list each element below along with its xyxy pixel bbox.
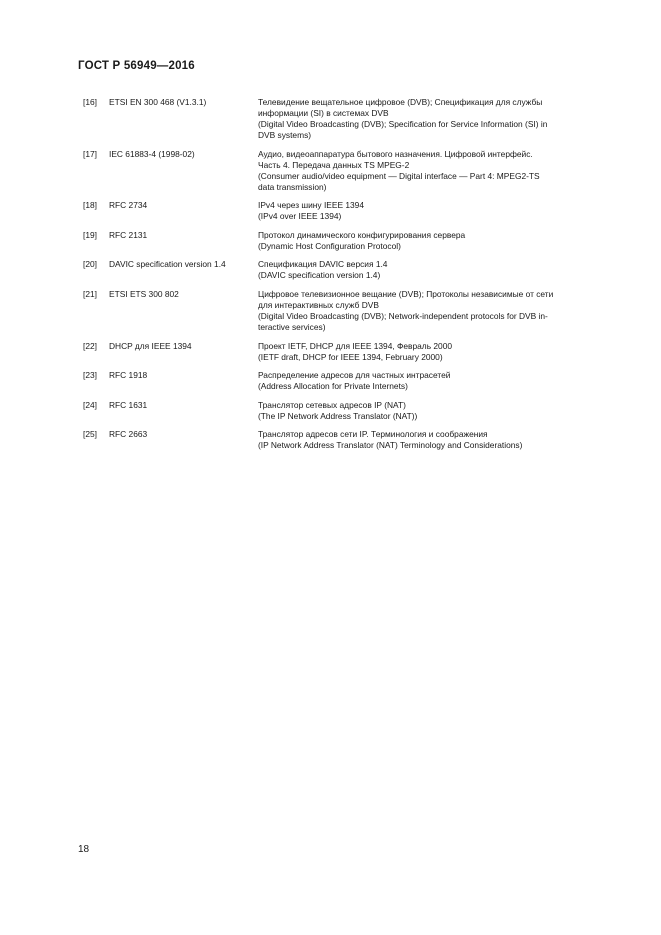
description-line: Распределение адресов для частных интрасетей	[258, 370, 451, 381]
description-line: (Address Allocation for Private Internets)	[258, 381, 408, 392]
description-line: Проект IETF, DHCP для IEEE 1394, Февраль 2000	[258, 340, 453, 351]
reference-item	[83, 230, 613, 252]
description-line: Транслятор адресов сети IP. Терминология и соображения	[258, 429, 488, 440]
description-line: (IETF draft, DHCP for IEEE 1394, February 2000)	[258, 351, 443, 362]
description-line: информации (SI) в системах DVB	[258, 108, 389, 118]
reference-item	[83, 259, 613, 281]
description-line: teractive services)	[258, 321, 326, 332]
description-line: Цифровое телевизионное вещание (DVB); Протоколы независимые от сети	[258, 288, 554, 299]
reference-item	[83, 149, 613, 193]
reference-code: DAVIC specification version 1.4	[109, 259, 226, 270]
description-line: DVB systems)	[258, 130, 312, 140]
reference-number: [22]	[83, 340, 97, 351]
description-line: IPv4 через шину IEEE 1394	[258, 200, 364, 211]
reference-item	[83, 341, 613, 363]
description-line: data transmission)	[258, 181, 327, 192]
reference-description	[258, 289, 613, 333]
reference-description	[258, 200, 613, 222]
description-line: (Dynamic Host Configuration Protocol)	[258, 240, 401, 251]
bibliography-list	[83, 97, 613, 459]
description-line: (DAVIC specification version 1.4)	[258, 270, 381, 281]
document-header: ГОСТ Р 56949—2016	[78, 60, 195, 72]
reference-item	[83, 429, 613, 451]
description-line: (Consumer audio/video equipment — Digital interface — Part 4: MPEG2-TS	[258, 170, 540, 181]
reference-item	[83, 200, 613, 222]
description-line: для интерактивных служб DVB	[258, 299, 379, 310]
reference-code: RFC 1631	[109, 399, 148, 410]
description-line: Часть 4. Передача данных TS MPEG-2	[258, 159, 410, 170]
reference-description	[258, 230, 613, 252]
description-line: Протокол динамического конфигурирования сервера	[258, 229, 466, 240]
reference-number: [23]	[83, 370, 97, 381]
reference-description	[258, 370, 613, 392]
reference-code: DHCP для IEEE 1394	[109, 340, 192, 351]
reference-code: RFC 1918	[109, 370, 148, 381]
reference-code: RFC 2663	[109, 429, 148, 440]
reference-description	[258, 341, 613, 363]
reference-number: [17]	[83, 148, 97, 159]
reference-description	[258, 429, 613, 451]
description-line: Спецификация DAVIC версия 1.4	[258, 259, 388, 270]
description-line: (Digital Video Broadcasting (DVB); Network-independent protocols for DVB in-	[258, 310, 548, 321]
reference-item	[83, 400, 613, 422]
reference-number: [16]	[83, 97, 97, 107]
reference-description	[258, 400, 613, 422]
reference-number: [25]	[83, 429, 97, 440]
description-line: (IP Network Address Translator (NAT) Terminology and Considerations)	[258, 440, 523, 451]
page-number: 18	[78, 844, 90, 855]
reference-code: IEC 61883-4 (1998-02)	[109, 148, 195, 159]
reference-description	[258, 259, 613, 281]
reference-description	[258, 97, 613, 141]
reference-item	[83, 370, 613, 392]
reference-number: [18]	[83, 200, 97, 211]
description-line: (Digital Video Broadcasting (DVB); Specification for Service Information (SI) in	[258, 119, 548, 129]
description-line: Телевидение вещательное цифровое (DVB); Спецификация для службы	[258, 97, 543, 107]
reference-code: RFC 2734	[109, 200, 148, 211]
reference-number: [21]	[83, 288, 97, 299]
description-line: (The IP Network Address Translator (NAT))	[258, 410, 418, 421]
reference-description	[258, 149, 613, 193]
reference-code: RFC 2131	[109, 229, 148, 240]
description-line: (IPv4 over IEEE 1394)	[258, 211, 342, 222]
description-line: Аудио, видеоаппаратура бытового назначения. Цифровой интерфейс.	[258, 148, 533, 159]
reference-item	[83, 289, 613, 333]
reference-code: ETSI ETS 300 802	[109, 288, 179, 299]
reference-number: [24]	[83, 399, 97, 410]
description-line: Транслятор сетевых адресов IP (NAT)	[258, 399, 406, 410]
reference-item	[83, 97, 613, 141]
reference-number: [19]	[83, 229, 97, 240]
reference-number: [20]	[83, 259, 97, 270]
reference-code: ETSI EN 300 468 (V1.3.1)	[109, 97, 207, 107]
